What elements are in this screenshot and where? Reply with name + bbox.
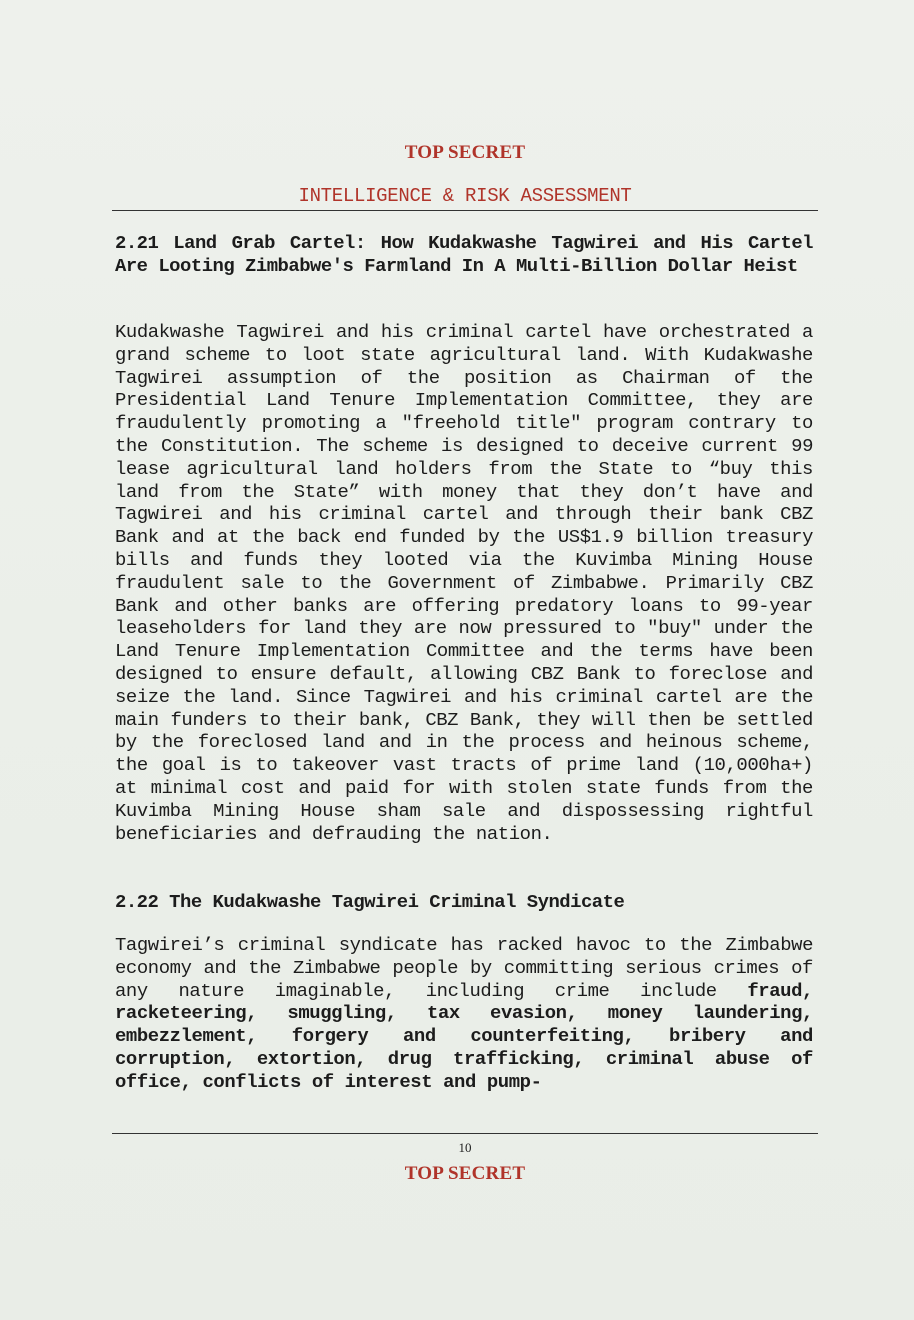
section-body-2-22-crimes: fraud, racketeering, smuggling, tax evasion, money laundering, embezzlement, forgery and counterfeiting, bribery and corruption, extortion, drug trafficking, criminal abuse of office, conflicts of interest and pump-	[115, 979, 813, 1093]
section-heading-2-21: 2.21 Land Grab Cartel: How Kudakwashe Tagwirei and His Cartel Are Looting Zimbabwe's Farmland In A Multi-Billion Dollar Heist	[115, 232, 813, 277]
header-classification: TOP SECRET	[404, 142, 526, 163]
footer-classification: TOP SECRET	[404, 1163, 526, 1184]
footer-divider	[112, 1133, 818, 1134]
section-body-2-21: Kudakwashe Tagwirei and his criminal cartel have orchestrated a grand scheme to loot state agricultural land. With Kudakwashe Tagwirei assumption of the position as Chairman of the Presidential Land Tenure Implementation Committee, they are fraudulently promoting a "freehold title" program contrary to the Constitution. The scheme is designed to deceive current 99 lease agricultural land holders from the State to “buy this land from the State” with money that they don’t have and Tagwirei and his criminal cartel and through their bank CBZ Bank and at the back end funded by the US$1.9 billion treasury bills and funds they looted via the Kuvimba Mining House fraudulent sale to the Government of Zimbabwe. Primarily CBZ Bank and other banks are offering predatory loans to 99-year leaseholders for land they are now pressured to "buy" under the Land Tenure Implementation Committee and the terms have been designed to ensure default, allowing CBZ Bank to foreclose and seize the land. Since Tagwirei and his criminal cartel are the main funders to their bank, CBZ Bank, they will then be settled by the foreclosed land and in the process and heinous scheme, the goal is to takeover vast tracts of prime land (10,000ha+) at minimal cost and paid for with stolen state funds from the Kuvimba Mining House sham sale and dispossessing rightful beneficiaries and defrauding the nation.	[115, 321, 813, 845]
header-subtitle: INTELLIGENCE & RISK ASSESSMENT	[298, 185, 632, 207]
section-heading-2-22: 2.22 The Kudakwashe Tagwirei Criminal Syndicate	[115, 891, 625, 913]
header-divider	[112, 210, 818, 211]
section-body-2-22	[115, 934, 813, 1094]
page-number: 10	[458, 1140, 472, 1155]
section-body-2-22-intro: Tagwirei’s criminal syndicate has racked havoc to the Zimbabwe economy and the Zimbabwe people by committing serious crimes of any nature imaginable, including crime include	[115, 934, 813, 1002]
